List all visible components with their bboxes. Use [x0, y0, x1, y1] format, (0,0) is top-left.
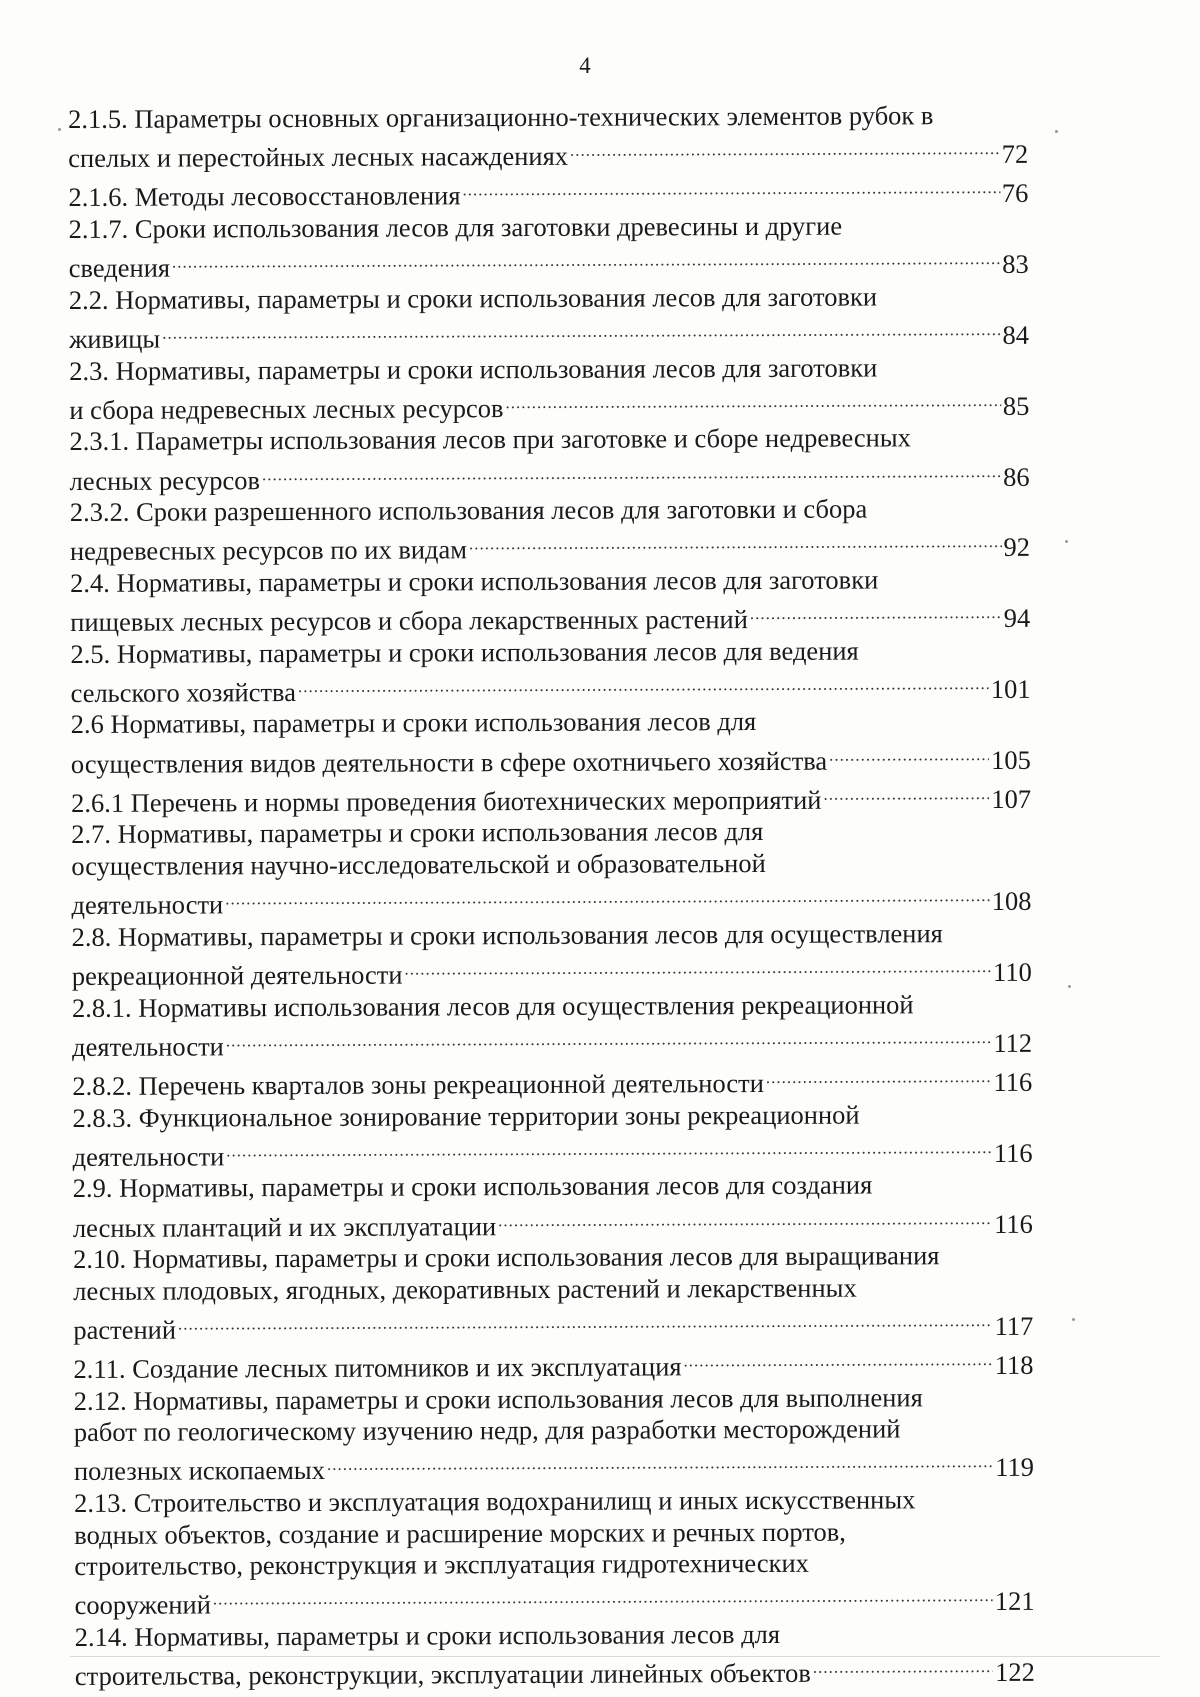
toc-entry-text: пищевых лесных ресурсов и сбора лекарственных растений [70, 604, 748, 638]
toc-entry-line: 2.5. Нормативы, параметры и сроки использования лесов для ведения [70, 635, 859, 669]
toc-entry-text: осуществления видов деятельности в сфере охотничьего хозяйства [70, 745, 828, 779]
toc-entry-line: 2.14. Нормативы, параметры и сроки использования лесов для [74, 1618, 781, 1652]
toc-entry [69, 351, 1029, 426]
toc-page-number: 119 [995, 1452, 1035, 1483]
toc-entry [73, 1240, 1033, 1347]
toc-entry-line: 2.10. Нормативы, параметры и сроки использования лесов для выращивания [72, 1240, 940, 1275]
table-of-contents [68, 100, 1035, 1693]
toc-entry-final-line [69, 312, 1029, 355]
toc-page-number: 92 [1003, 532, 1031, 563]
toc-entry-final-line [71, 878, 1031, 921]
toc-entry-text: деятельности [72, 1031, 224, 1062]
toc-page-number: 85 [1002, 390, 1030, 421]
dot-leader [225, 879, 990, 914]
page-number: 4 [579, 53, 591, 78]
dot-leader [505, 383, 1000, 417]
toc-entry-final-line [70, 666, 1030, 709]
toc-entry [70, 493, 1030, 568]
toc-page-number: 72 [1001, 138, 1029, 170]
toc-entry-final-line [70, 454, 1030, 497]
toc-entry-text: полезных ископаемых [73, 1455, 326, 1487]
toc-page-number: 107 [991, 783, 1032, 814]
toc-entry-line: 2.3.1. Параметры использования лесов при заготовке и сборе недревесных [69, 422, 911, 457]
toc-page-number: 105 [991, 744, 1031, 775]
toc-entry-text: 2.11. Создание лесных питомников и их эксплуатация [73, 1351, 682, 1385]
toc-entry-final-line [68, 171, 1028, 214]
toc-entry [72, 1098, 1032, 1173]
dot-leader [823, 776, 989, 808]
dot-leader [327, 1445, 993, 1480]
toc-page-number: 83 [1002, 248, 1029, 280]
scan-edge-line [70, 1656, 1160, 1657]
toc-entry-line: 2.8.3. Функциональное зонирование территории зоны рекреационной [72, 1099, 860, 1133]
toc-entry-text: деятельности [71, 889, 224, 921]
toc-entry [74, 1381, 1034, 1488]
toc-entry-final-line [71, 737, 1031, 780]
toc-entry [74, 1484, 1035, 1622]
toc-entry-text: строительства, реконструкции, эксплуатации линейных объектов [74, 1657, 811, 1692]
dot-leader [469, 525, 1002, 559]
toc-entry [69, 281, 1029, 356]
scan-speck [1055, 130, 1058, 133]
toc-entry [71, 815, 1031, 922]
dot-leader [262, 454, 1001, 489]
toc-entry-line: 2.1.5. Параметры основных организационно-технических элементов рубок в [68, 100, 934, 134]
dot-leader [813, 1650, 993, 1682]
scan-speck [1072, 1318, 1075, 1321]
toc-entry-text: спелых и перестойных лесных насаждениях [68, 141, 569, 174]
toc-entry [73, 1342, 1033, 1385]
toc-entry [68, 100, 1028, 175]
scan-speck [1065, 540, 1068, 543]
toc-entry-final-line [69, 383, 1029, 426]
toc-entry-line: лесных плодовых, ягодных, декоративных растений и лекарственных [73, 1272, 857, 1306]
dot-leader [213, 1579, 993, 1614]
dot-leader [498, 1201, 992, 1235]
toc-entry-line: работ по геологическому изучению недр, для разработки месторождений [73, 1413, 901, 1448]
toc-entry [68, 210, 1028, 285]
toc-entry-line: 2.7. Нормативы, параметры и сроки использования лесов для [71, 816, 764, 850]
toc-entry-final-line [70, 595, 1030, 638]
toc-entry-line: 2.8.1. Нормативы использования лесов для осуществления рекреационной [71, 988, 914, 1023]
toc-entry-final-line [72, 1130, 1032, 1173]
toc-entry-final-line [72, 1059, 1032, 1102]
dot-leader [766, 1059, 992, 1092]
toc-page-number: 116 [994, 1208, 1033, 1239]
toc-entry-text: и сбора недревесных лесных ресурсов [69, 392, 504, 425]
toc-entry-line: 2.2. Нормативы, параметры и сроки использования лесов для заготовки [68, 281, 878, 315]
toc-entry-line: 2.3.2. Сроки разрешенного использования лесов для заготовки и сбора [69, 493, 868, 528]
toc-entry-line: 2.13. Строительство и эксплуатация водохранилищ и иных искусственных [74, 1484, 916, 1519]
toc-entry [70, 634, 1030, 709]
dot-leader [829, 737, 989, 769]
dot-leader [162, 312, 1000, 347]
toc-entry [73, 1169, 1033, 1244]
toc-entry-final-line [70, 524, 1030, 567]
dot-leader [683, 1342, 992, 1375]
toc-entry [72, 918, 1032, 993]
toc-entry-text: 2.8.2. Перечень кварталов зоны рекреационной деятельности [72, 1067, 764, 1101]
dot-leader [570, 132, 1000, 165]
toc-entry-text: рекреационной деятельности [71, 959, 403, 991]
toc-entry-text: сведения [68, 252, 171, 284]
toc-entry-text: недревесных ресурсов по их видам [69, 534, 468, 567]
toc-entry-line: 2.3. Нормативы, параметры и сроки использования лесов для заготовки [69, 352, 878, 386]
toc-entry-text: 2.1.6. Методы лесовосстановления [68, 180, 461, 213]
toc-page-number: 116 [993, 1066, 1033, 1097]
toc-entry-line: осуществления научно-исследовательской и образовательной [71, 847, 766, 881]
toc-entry-final-line [71, 776, 1031, 819]
dot-leader [750, 595, 1002, 628]
toc-entry-text: 2.6.1 Перечень и нормы проведения биотехнических мероприятий [70, 784, 822, 818]
scan-speck [1068, 985, 1071, 988]
scan-speck [58, 128, 61, 131]
toc-entry-line: 2.6 Нормативы, параметры и сроки использования лесов для [70, 706, 757, 740]
toc-entry-final-line [73, 1303, 1033, 1346]
dot-leader [404, 949, 991, 983]
dot-leader [462, 171, 1000, 205]
toc-entry-text: живицы [68, 323, 161, 354]
toc-entry-text: сельского хозяйства [70, 676, 297, 708]
toc-page-number: 116 [993, 1137, 1033, 1168]
toc-entry-text: лесных плантаций и их эксплуатации [72, 1210, 497, 1243]
toc-page-number: 117 [994, 1310, 1034, 1341]
toc-page-number: 94 [1003, 602, 1031, 633]
toc-entry-line: 2.12. Нормативы, параметры и сроки использования лесов для выполнения [73, 1381, 923, 1416]
toc-entry-final-line [72, 1020, 1032, 1063]
toc-page-number: 112 [993, 1027, 1033, 1058]
toc-entry-final-line [74, 1445, 1034, 1488]
toc-entry-final-line [73, 1201, 1033, 1244]
toc-entry [70, 564, 1030, 639]
toc-entry-line: 2.1.7. Сроки использования лесов для заготовки древесины и другие [68, 210, 843, 244]
toc-entry-final-line [69, 241, 1029, 284]
toc-entry-text: лесных ресурсов [69, 464, 261, 496]
toc-entry [68, 171, 1028, 214]
toc-entry-line: 2.4. Нормативы, параметры и сроки использования лесов для заготовки [70, 564, 879, 598]
toc-page-number: 76 [1001, 178, 1029, 209]
toc-entry-text: сооружений [74, 1589, 211, 1621]
toc-entry-text: деятельности [72, 1141, 225, 1172]
dot-leader [226, 1130, 992, 1165]
toc-entry-line: водных объектов, создание и расширение морских и речных портов, [74, 1516, 846, 1550]
toc-entry-final-line [72, 949, 1032, 992]
toc-entry [72, 988, 1032, 1063]
toc-page-number: 118 [994, 1349, 1034, 1381]
toc-page-number: 86 [1003, 461, 1030, 492]
toc-entry [69, 422, 1029, 497]
toc-page-number: 121 [994, 1586, 1035, 1617]
dot-leader [226, 1020, 992, 1055]
toc-entry-line: 2.9. Нормативы, параметры и сроки использования лесов для создания [72, 1169, 873, 1204]
toc-page-number: 84 [1002, 319, 1030, 350]
toc-entry-final-line [73, 1342, 1033, 1385]
dot-leader [298, 666, 989, 701]
toc-entry [71, 776, 1031, 819]
dot-leader [172, 241, 1000, 276]
toc-entry-text: растений [73, 1314, 177, 1345]
dot-leader [178, 1303, 993, 1338]
toc-entry-line: 2.8. Нормативы, параметры и сроки использования лесов для осуществления [71, 917, 943, 952]
toc-page-number: 110 [992, 956, 1032, 987]
toc-entry-final-line [74, 1579, 1034, 1622]
toc-entry-final-line [68, 131, 1028, 174]
toc-entry [72, 1059, 1032, 1102]
toc-page-number: 122 [995, 1656, 1035, 1688]
toc-entry-line: строительство, реконструкция и эксплуатация гидротехнических [74, 1548, 809, 1582]
toc-page-number: 101 [990, 673, 1031, 704]
toc-entry [71, 705, 1031, 780]
toc-page-number: 108 [991, 885, 1032, 917]
